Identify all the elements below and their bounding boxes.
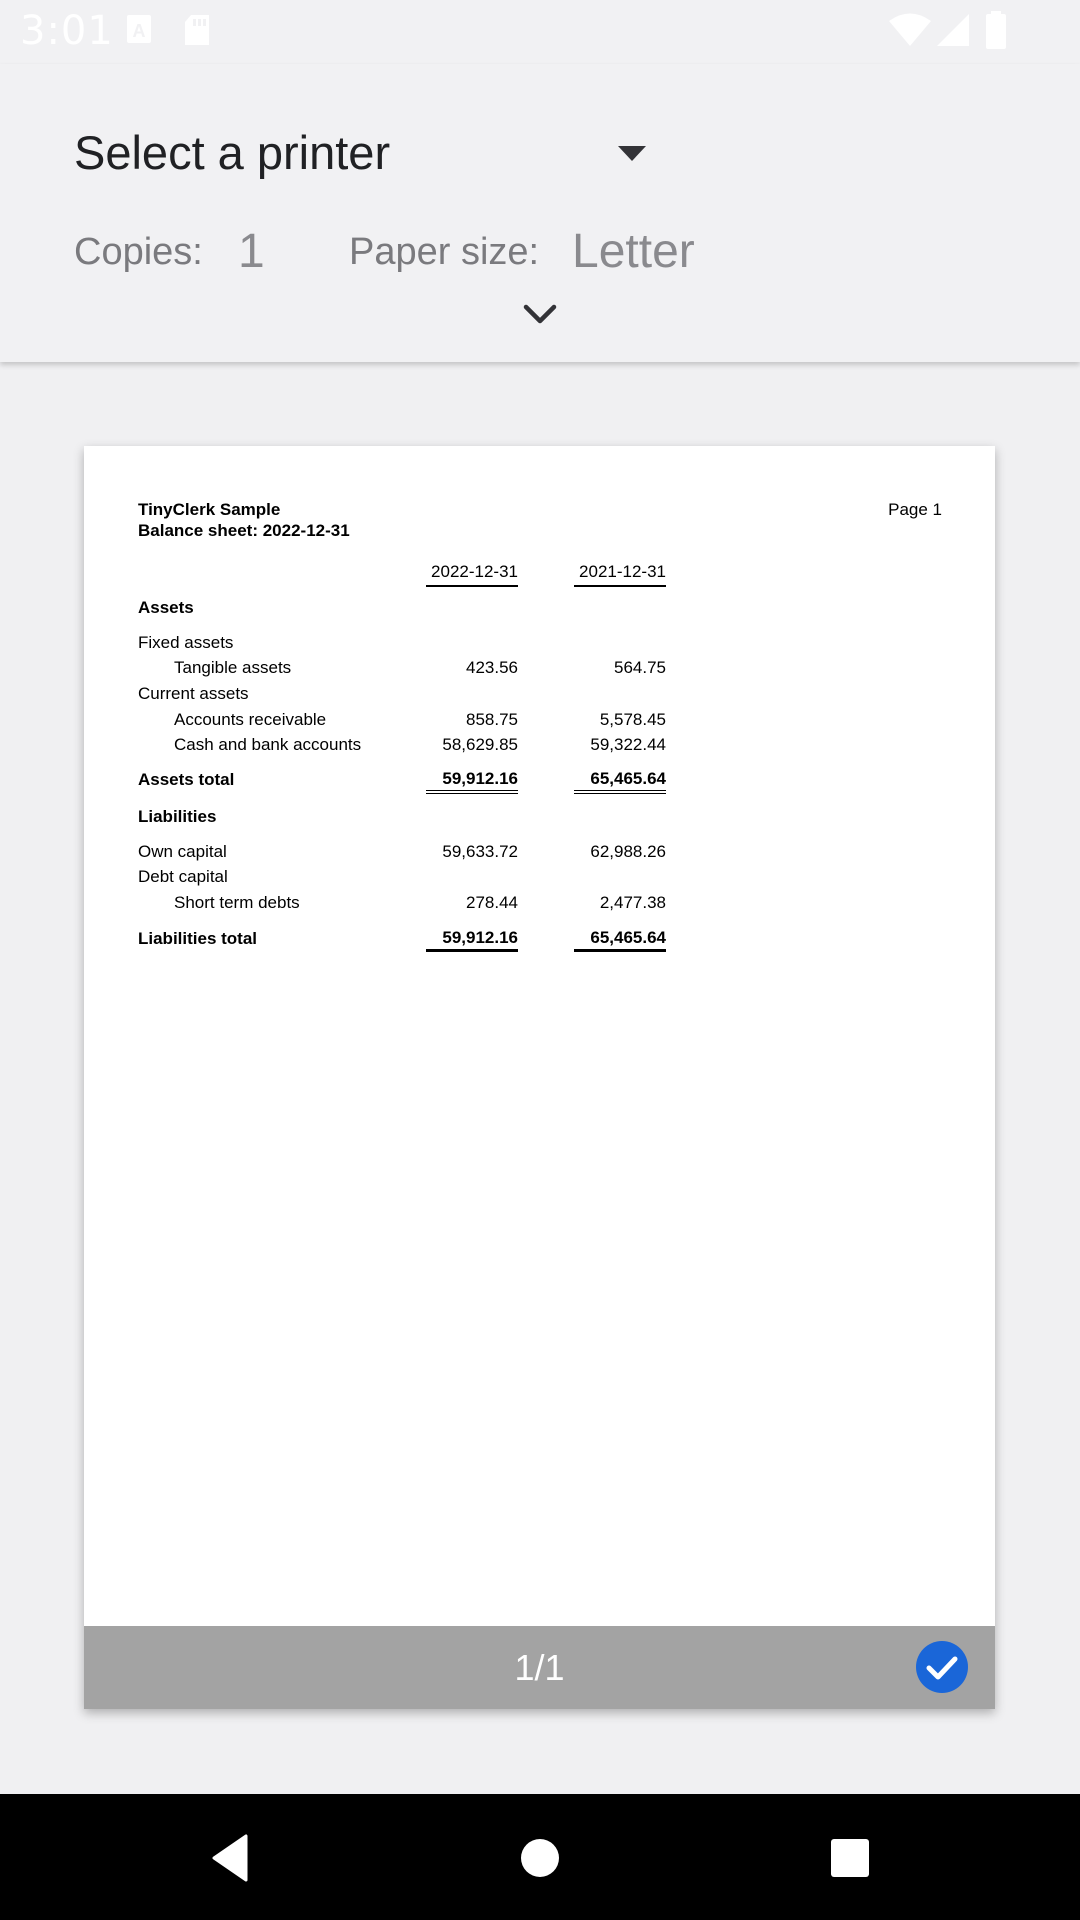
svg-text:A: A (132, 21, 146, 41)
row-cash-bank-accounts (84, 733, 995, 757)
value-2021: 564.75 (614, 658, 666, 677)
page-footer-bar (84, 1626, 995, 1709)
document-title: Balance sheet: 2022-12-31 (138, 521, 350, 540)
text-a-icon (126, 14, 152, 44)
row-fixed-assets (84, 631, 995, 655)
row-own-capital (84, 840, 995, 864)
row-label: Assets total (138, 770, 235, 789)
checkmark-icon (916, 1641, 968, 1693)
document-content (84, 446, 995, 1626)
value-2022: 59,633.72 (442, 842, 518, 861)
row-label: Cash and bank accounts (174, 735, 362, 754)
printer-dropdown[interactable] (74, 108, 654, 198)
row-label: Accounts receivable (174, 710, 327, 729)
row-current-assets (84, 682, 995, 706)
paper-size-label: Paper size: (349, 231, 540, 273)
row-short-term-debts (84, 891, 995, 915)
row-label: Fixed assets (138, 633, 234, 652)
copies-label: Copies: (74, 231, 203, 273)
expand-options-button[interactable] (500, 284, 580, 344)
value-2021: 59,322.44 (590, 735, 666, 754)
value-2022: 59,912.16 (426, 768, 518, 794)
value-2021: 2,477.38 (599, 893, 666, 912)
page-select-checkbox[interactable] (916, 1641, 968, 1693)
row-assets-heading (84, 596, 995, 620)
row-liabilities-heading (84, 805, 995, 829)
value-2022: 58,629.85 (442, 735, 518, 754)
copies-value[interactable]: 1 (238, 225, 265, 278)
column-header-2022: 2022-12-31 (426, 562, 518, 587)
row-label: Short term debts (174, 893, 300, 912)
print-options-header (0, 64, 1080, 362)
row-label: Tangible assets (174, 658, 292, 677)
value-2021: 62,988.26 (590, 842, 666, 861)
row-label: Assets (138, 598, 194, 617)
value-2022: 423.56 (466, 658, 518, 677)
page-counter: 1/1 (514, 1647, 565, 1688)
printer-label: Select a printer (74, 126, 391, 179)
recents-icon[interactable] (820, 1828, 880, 1888)
print-preview-area (0, 362, 1080, 1794)
row-tangible-assets (84, 656, 995, 680)
row-liabilities-total (84, 927, 995, 951)
signal-icon (936, 12, 970, 48)
document-page-number: Page 1 (888, 500, 942, 519)
row-label: Liabilities (138, 807, 217, 826)
chevron-down-icon (500, 284, 580, 344)
back-icon[interactable] (206, 1828, 266, 1888)
sd-card-icon (183, 14, 211, 46)
row-debt-capital (84, 865, 995, 889)
navigation-bar (0, 1794, 1080, 1920)
paper-size-value[interactable]: Letter (572, 225, 695, 278)
value-2022: 59,912.16 (426, 927, 518, 952)
row-label: Own capital (138, 842, 227, 861)
value-2021: 65,465.64 (574, 927, 666, 952)
column-header-2021: 2021-12-31 (574, 562, 666, 587)
status-bar (0, 0, 1080, 64)
wifi-icon (888, 12, 932, 48)
row-assets-total (84, 768, 995, 792)
row-label: Current assets (138, 684, 249, 703)
row-label: Liabilities total (138, 929, 258, 948)
status-time: 3:01 (20, 8, 114, 54)
row-accounts-receivable (84, 708, 995, 732)
value-2021: 5,578.45 (599, 710, 666, 729)
row-label: Debt capital (138, 867, 228, 886)
value-2021: 65,465.64 (574, 768, 666, 794)
home-icon[interactable] (510, 1828, 570, 1888)
battery-icon (984, 10, 1008, 50)
value-2022: 858.75 (466, 710, 518, 729)
value-2022: 278.44 (466, 893, 518, 912)
dropdown-caret-icon (618, 146, 646, 162)
document-company: TinyClerk Sample (138, 500, 281, 519)
preview-page[interactable] (84, 446, 995, 1709)
